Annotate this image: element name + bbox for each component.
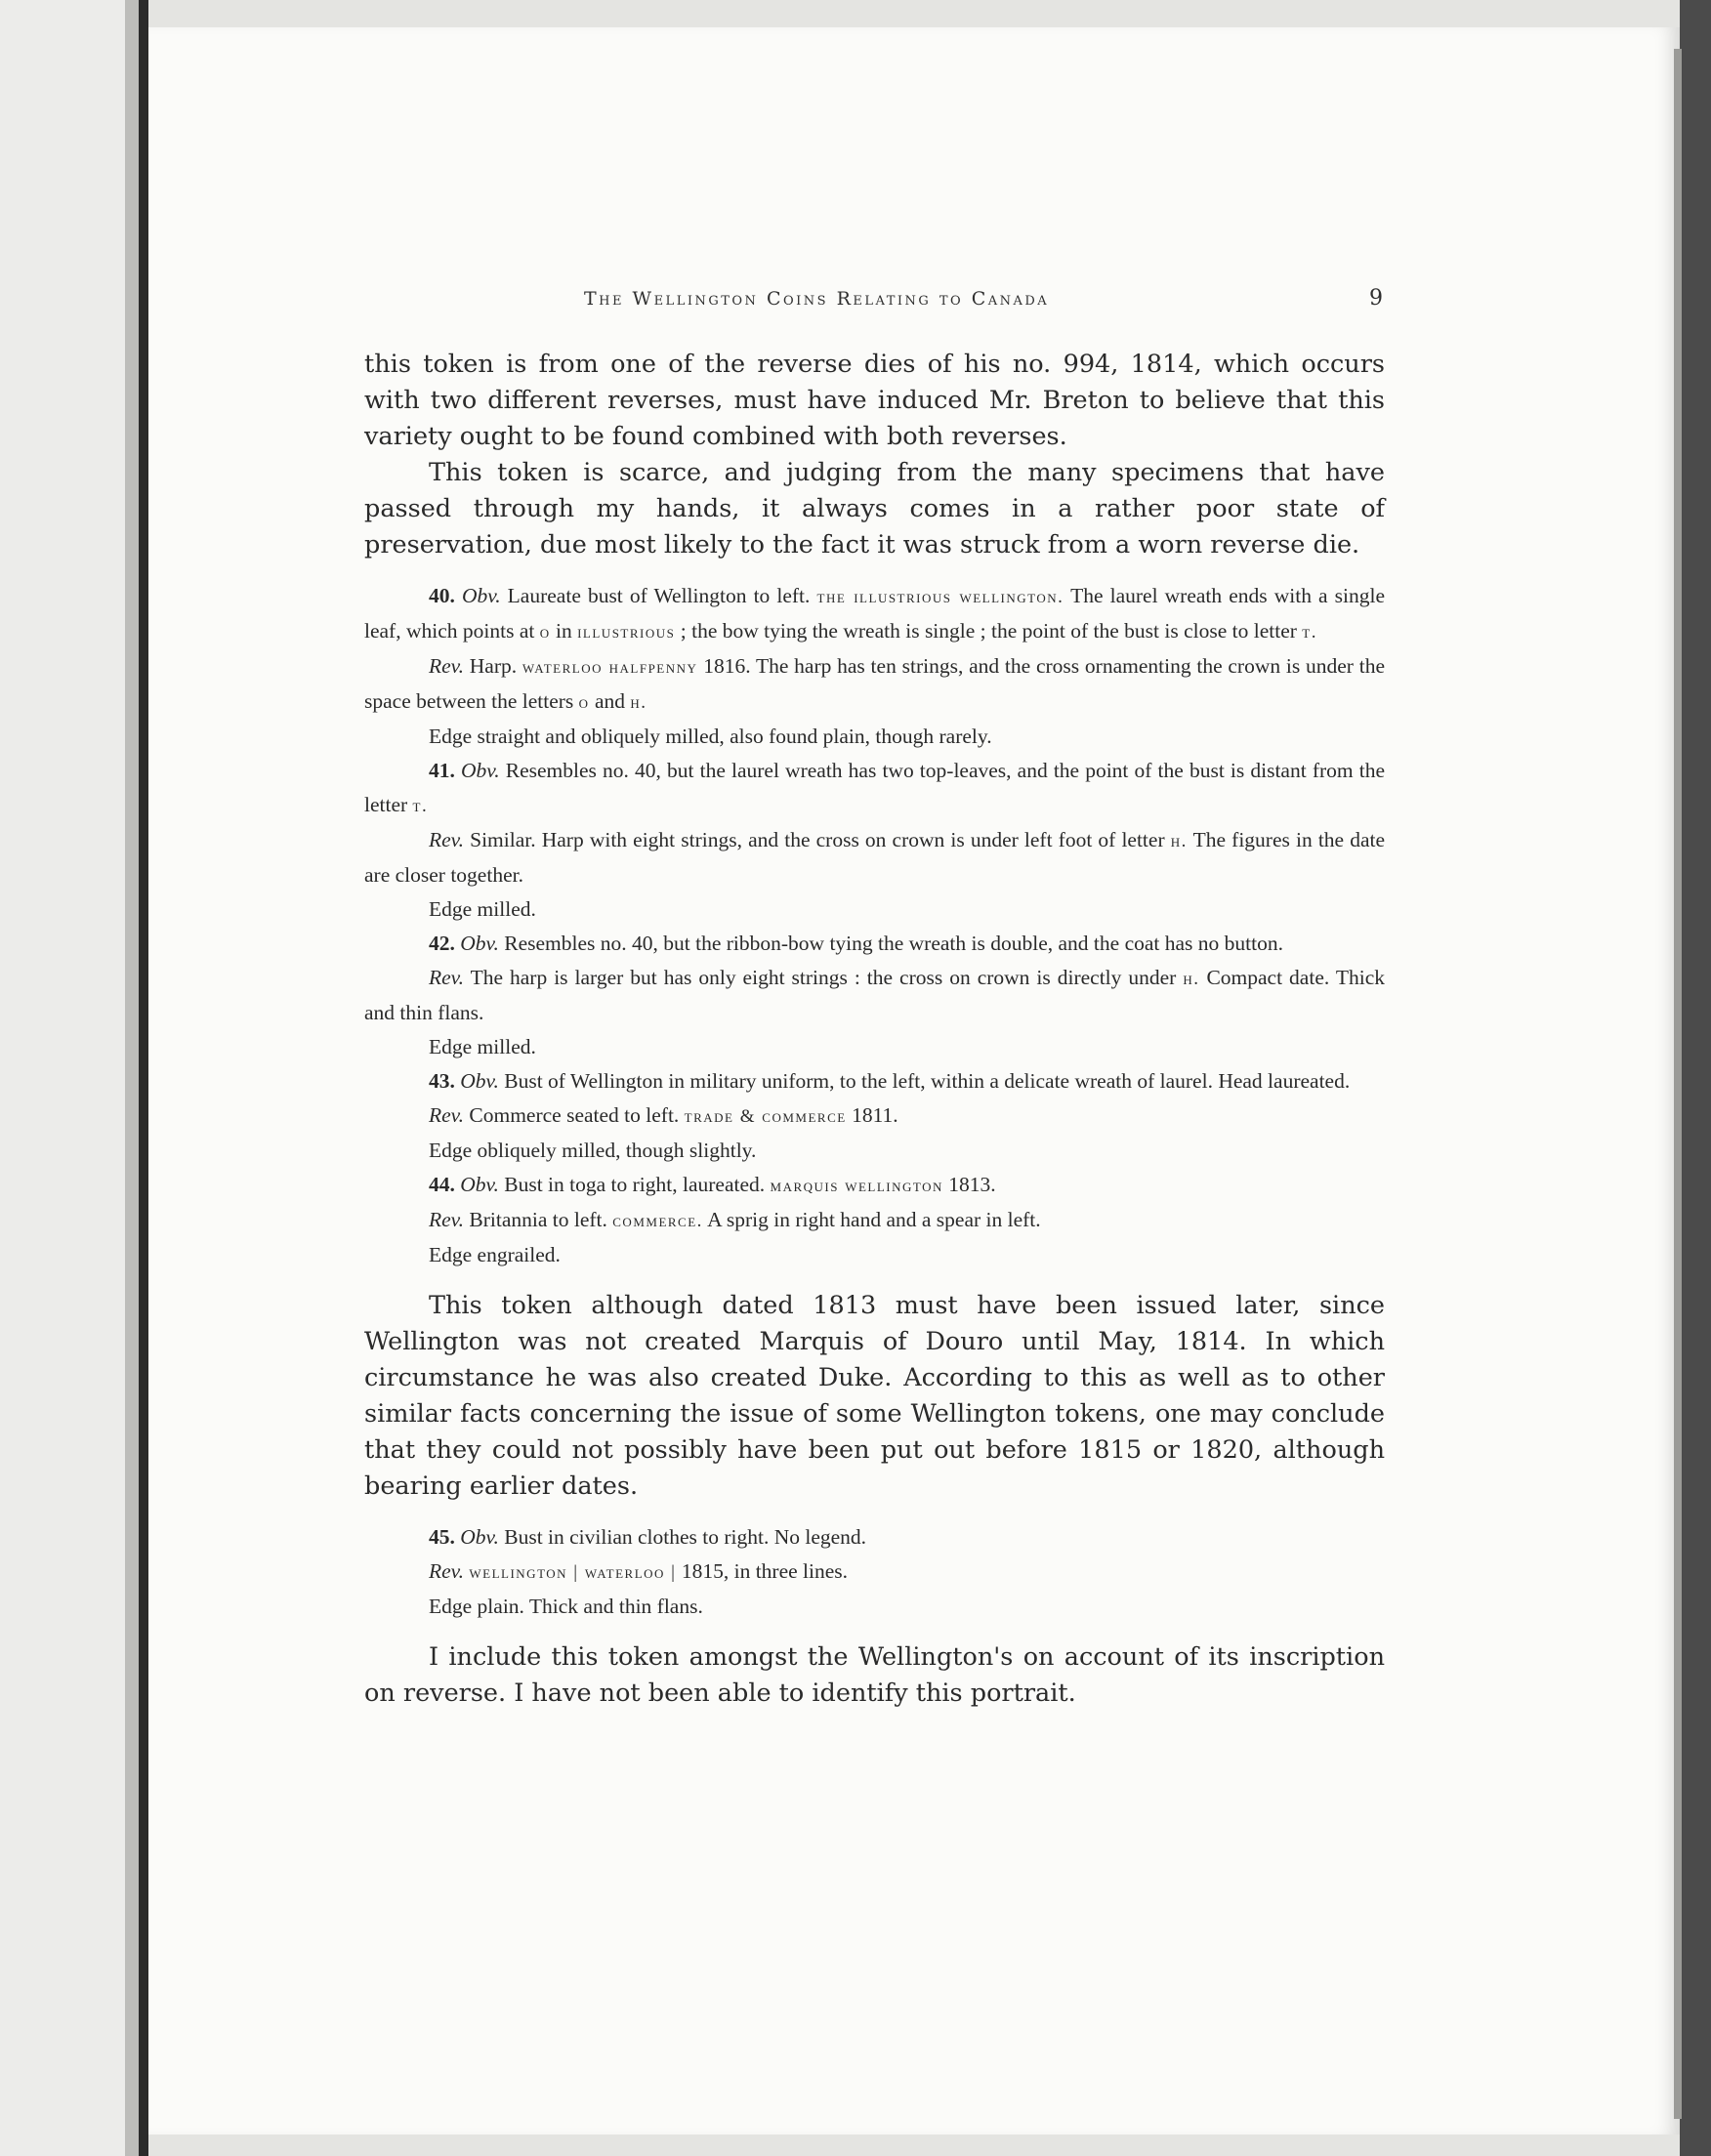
page-edge-shadow: [1674, 49, 1682, 2119]
entry-43-reverse: [364, 1099, 1385, 1134]
obverse-date: 1813.: [948, 1173, 996, 1196]
letter-ref: o: [578, 692, 590, 713]
obverse-label: Obv.: [460, 1525, 499, 1549]
paragraph-dated: This token although dated 1813 must have been issued later, since Wellington was not created Marquis of Douro until May, 1814. In which circumstance he was also created Duke. According to this as well as to other similar facts concerning the issue of some Wellington tokens, one may conclude that they could not possibly have been put out before 1815 or 1820, although bearing earlier dates.: [364, 1291, 1385, 1501]
reverse-label: Rev.: [429, 966, 464, 989]
reverse-legend: wellington | waterloo |: [469, 1562, 677, 1583]
page-body: [364, 347, 1385, 1712]
obverse-legend: the illustrious wellington.: [816, 587, 1064, 607]
entry-44-edge: Edge engrailed.: [429, 1243, 561, 1266]
entry-43-edge: Edge obliquely milled, though slightly.: [429, 1139, 757, 1162]
letter-ref: h.: [1170, 831, 1188, 851]
reverse-note: A sprig in right hand and a spear in left.: [707, 1208, 1041, 1231]
reverse-label: Rev.: [429, 1559, 464, 1583]
entry-number: 41.: [429, 759, 455, 782]
entry-40-obverse: [364, 579, 1385, 649]
obverse-text: Bust in toga to right, laureated.: [504, 1173, 766, 1196]
letter-ref: o: [539, 622, 551, 643]
obverse-note-in: in: [555, 619, 572, 643]
reverse-label: Rev.: [429, 828, 464, 851]
reverse-label: Rev.: [429, 1103, 464, 1127]
entry-45-edge: Edge plain. Thick and thin flans.: [429, 1595, 703, 1618]
page-number: 9: [1369, 286, 1383, 311]
entry-number: 42.: [429, 932, 455, 955]
reverse-legend: trade & commerce: [684, 1106, 847, 1127]
entry-number: 45.: [429, 1525, 455, 1549]
reverse-text: The harp is larger but has only eight strings : the cross on crown is directly under: [470, 966, 1177, 989]
entry-number: 40.: [429, 584, 455, 607]
obverse-text: Resembles no. 40, but the ribbon-bow tying the wreath is double, and the coat has no button.: [504, 932, 1283, 955]
facing-page-edge: [0, 0, 145, 2156]
paragraph-scarce: This token is scarce, and judging from the many specimens that have passed through my hands, it always comes in a rather poor state of preservation, due most likely to the fact it was struck from a worn reverse die.: [364, 458, 1385, 560]
entry-45-obverse: [364, 1520, 1385, 1555]
entry-43-obverse: [364, 1064, 1385, 1099]
token-entry-45: [364, 1520, 1385, 1624]
entry-44-reverse: [364, 1203, 1385, 1238]
entry-40-reverse: [364, 649, 1385, 720]
obverse-text: Bust of Wellington in military uniform, to the left, within a delicate wreath of laurel. Head laureated.: [504, 1069, 1351, 1093]
reverse-legend: waterloo halfpenny: [522, 657, 698, 678]
obverse-label: Obv.: [460, 1173, 499, 1196]
entry-42-edge: Edge milled.: [429, 1035, 536, 1058]
reverse-text: Commerce seated to left.: [469, 1103, 680, 1127]
obverse-text: Laureate bust of Wellington to left.: [507, 584, 811, 607]
reverse-legend: commerce.: [612, 1211, 703, 1231]
entry-number: 43.: [429, 1069, 455, 1093]
reverse-text: 1815, in three lines.: [681, 1559, 849, 1583]
letter-ref: t.: [1302, 622, 1317, 643]
obverse-text: Bust in civilian clothes to right. No legend.: [504, 1525, 867, 1549]
obverse-legend: marquis wellington: [770, 1176, 943, 1196]
running-head: The Wellington Coins Relating to Canada: [584, 288, 1050, 310]
entry-number: 44.: [429, 1173, 455, 1196]
binding-shadow: [125, 0, 139, 2156]
paragraph-continued: this token is from one of the reverse dies of his no. 994, 1814, which occurs with two different reverses, must have induced Mr. Breton to believe that this variety ought to be found combined with both reverses.: [364, 350, 1385, 451]
entry-42-reverse: [364, 961, 1385, 1030]
reverse-text-cont: Compact date. Thick and thin flans.: [364, 966, 1385, 1024]
entry-44-obverse: [364, 1168, 1385, 1203]
obverse-text: Resembles no. 40, but the laurel wreath has two top-leaves, and the point of the bust is distant from the letter: [364, 759, 1386, 816]
entry-40-edge: Edge straight and obliquely milled, also found plain, though rarely.: [429, 725, 992, 748]
legend-word-ref: illustrious: [577, 622, 676, 643]
obverse-label: Obv.: [461, 759, 500, 782]
paragraph-final: I include this token amongst the Wellington's on account of its inscription on reverse. I have not been able to identify this portrait.: [364, 1642, 1385, 1708]
obverse-label: Obv.: [460, 1069, 499, 1093]
reverse-text-cont: The figures in the date are closer together.: [364, 828, 1386, 887]
reverse-text: Britannia to left.: [469, 1208, 607, 1231]
obverse-note-cont: ; the bow tying the wreath is single ; the point of the bust is close to letter: [680, 619, 1297, 643]
letter-ref: t.: [412, 796, 429, 816]
reverse-text: Similar. Harp with eight strings, and the cross on crown is under left foot of letter: [470, 828, 1165, 851]
entry-41-obverse: [364, 754, 1385, 823]
obverse-note: The laurel wreath ends with a single leaf, which points at: [364, 584, 1386, 643]
reverse-label: Rev.: [429, 654, 464, 678]
entry-41-edge: Edge milled.: [429, 897, 536, 921]
entry-42-obverse: [364, 927, 1385, 961]
obverse-label: Obv.: [460, 932, 499, 955]
letter-ref: h.: [1183, 969, 1200, 989]
token-catalogue: [364, 579, 1385, 1272]
reverse-note-and: and: [594, 689, 625, 713]
binding-gutter: [139, 0, 148, 2156]
reverse-date: 1811.: [852, 1103, 898, 1127]
entry-45-reverse: [364, 1555, 1385, 1590]
obverse-label: Obv.: [461, 584, 501, 607]
reverse-label: Rev.: [429, 1208, 464, 1231]
letter-ref: h.: [630, 692, 647, 713]
reverse-text: Harp.: [469, 654, 518, 678]
reverse-note: 1816. The harp has ten strings, and the cross ornamenting the crown is under the space between the letters: [364, 654, 1385, 713]
book-cover-edge: [1680, 0, 1711, 2156]
entry-41-reverse: [364, 823, 1385, 892]
